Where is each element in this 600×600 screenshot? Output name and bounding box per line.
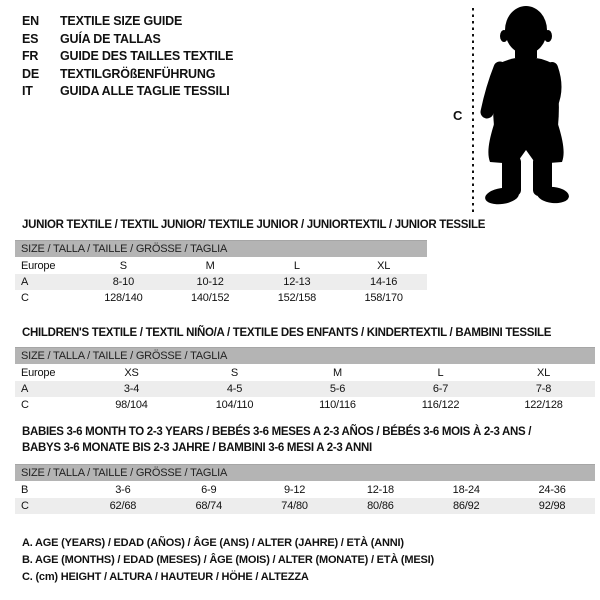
- table-cell: 92/98: [538, 500, 566, 512]
- junior-size-table: [15, 240, 427, 306]
- table-cell: 14-16: [370, 276, 398, 288]
- table-cell: 104/110: [215, 399, 254, 411]
- table-cell: 158/170: [364, 292, 403, 304]
- legend-line-a: A. AGE (YEARS) / EDAD (AÑOS) / ÂGE (ANS) / ALTER (JAHRE) / ETÀ (ANNI): [22, 537, 404, 549]
- language-title: GUÍA DE TALLAS: [60, 31, 161, 46]
- language-code: DE: [22, 66, 39, 81]
- table-cell: 5-6: [329, 383, 346, 395]
- language-title: GUIDA ALLE TAGLIE TESSILI: [60, 84, 230, 99]
- table-row-age-months: [15, 482, 595, 498]
- table-cell: M: [333, 367, 342, 379]
- table-cell: S: [119, 260, 127, 272]
- section-title: CHILDREN'S TEXTILE / TEXTIL NIÑO/A / TEXTILE DES ENFANTS / KINDERTEXTIL / BAMBINI TESSILE: [22, 327, 552, 339]
- table-cell: 6-9: [201, 484, 217, 496]
- language-row-es: [22, 31, 233, 49]
- language-code: FR: [22, 49, 39, 64]
- table-body: [15, 365, 595, 413]
- table-cell: M: [205, 260, 215, 272]
- table-cell: 3-4: [123, 383, 140, 395]
- language-title: GUIDE DES TAILLES TEXTILE: [60, 49, 234, 64]
- height-measure-figure: [440, 0, 600, 220]
- section-junior-textile: [0, 217, 600, 306]
- table-row-europe: [15, 365, 595, 381]
- table-cell: 128/140: [104, 292, 143, 304]
- legend-line-c: C. (cm) HEIGHT / ALTURA / HAUTEUR / HÖHE / ALTEZZA: [22, 571, 309, 583]
- row-label: B: [21, 484, 29, 496]
- language-row-en: [22, 13, 233, 31]
- language-title: TEXTILGRÖßENFÜHRUNG: [60, 66, 216, 81]
- children-size-table: [15, 347, 595, 413]
- section-childrens-textile: [0, 325, 600, 413]
- table-cell: 80/86: [367, 500, 394, 512]
- table-body: [15, 258, 427, 306]
- table-cell: 7-8: [535, 383, 552, 395]
- table-body: [15, 482, 595, 514]
- table-row-height: [15, 397, 595, 413]
- language-row-it: [22, 83, 233, 101]
- section-title-line1: BABIES 3-6 MONTH TO 2-3 YEARS / BEBÉS 3-6 MESES A 2-3 AÑOS / BÉBÉS 3-6 MOIS À 2-3 ANS /: [22, 426, 532, 438]
- table-cell: 110/116: [319, 399, 356, 411]
- table-row-age-years: [15, 274, 427, 290]
- table-cell: 74/80: [281, 500, 308, 512]
- babies-size-table: [15, 464, 595, 514]
- language-title: TEXTILE SIZE GUIDE: [60, 14, 183, 28]
- size-header-bar: SIZE / TALLA / TAILLE / GRÖSSE / TAGLIA: [15, 240, 427, 257]
- size-header-bar: SIZE / TALLA / TAILLE / GRÖSSE / TAGLIA: [15, 464, 595, 481]
- height-measure-label: C: [453, 108, 463, 123]
- section-title: JUNIOR TEXTILE / TEXTIL JUNIOR/ TEXTILE JUNIOR / JUNIORTEXTIL / JUNIOR TESSILE: [22, 219, 486, 231]
- table-cell: XS: [124, 367, 139, 379]
- table-cell: 8-10: [112, 276, 134, 288]
- language-code: ES: [22, 31, 39, 46]
- table-cell: 24-36: [538, 484, 566, 496]
- table-cell: 18-24: [452, 484, 480, 496]
- table-cell: 98/104: [115, 399, 148, 411]
- table-cell: 9-12: [283, 484, 306, 496]
- row-label: C: [21, 292, 29, 304]
- row-label: A: [21, 276, 29, 288]
- table-cell: 140/152: [190, 292, 230, 304]
- language-row-de: [22, 66, 233, 84]
- table-cell: 6-7: [432, 383, 449, 395]
- table-row-age-years: [15, 381, 595, 397]
- table-cell: XL: [536, 367, 551, 379]
- measure-legend: [22, 535, 434, 586]
- table-row-height: [15, 290, 427, 306]
- language-title-list: [22, 13, 233, 101]
- row-label: C: [21, 500, 29, 512]
- table-row-europe: [15, 258, 427, 274]
- table-cell: 68/74: [195, 500, 222, 512]
- table-cell: S: [230, 367, 239, 379]
- table-cell: XL: [377, 260, 391, 272]
- row-label: Europe: [21, 367, 56, 379]
- table-cell: 86/92: [452, 500, 480, 512]
- section-title-line2: BABYS 3-6 MONATE BIS 2-3 JAHRE / BAMBINI 3-6 MESI A 2-3 ANNI: [22, 442, 372, 454]
- table-row-height: [15, 498, 595, 514]
- row-label: A: [21, 383, 29, 395]
- language-code: IT: [22, 84, 33, 99]
- table-cell: 116/122: [421, 399, 460, 411]
- table-cell: 3-6: [115, 484, 131, 496]
- legend-line-b: B. AGE (MONTHS) / EDAD (MESES) / ÂGE (MOIS) / ALTER (MONATE) / ETÀ (MESI): [22, 554, 434, 566]
- table-cell: 152/158: [277, 292, 317, 304]
- language-code: EN: [22, 14, 39, 28]
- table-cell: 122/128: [524, 399, 563, 411]
- table-cell: L: [437, 367, 444, 379]
- row-label: Europe: [21, 260, 56, 272]
- size-header-bar: SIZE / TALLA / TAILLE / GRÖSSE / TAGLIA: [15, 347, 595, 364]
- table-cell: 12-18: [366, 484, 394, 496]
- language-row-fr: [22, 48, 233, 66]
- table-cell: 10-12: [196, 276, 224, 288]
- section-babies-textile: [0, 424, 600, 514]
- table-cell: 12-13: [283, 276, 311, 288]
- table-cell: L: [293, 260, 300, 272]
- row-label: C: [21, 399, 29, 411]
- table-cell: 4-5: [226, 383, 243, 395]
- table-cell: 62/68: [109, 500, 137, 512]
- toddler-silhouette-icon: [484, 6, 570, 206]
